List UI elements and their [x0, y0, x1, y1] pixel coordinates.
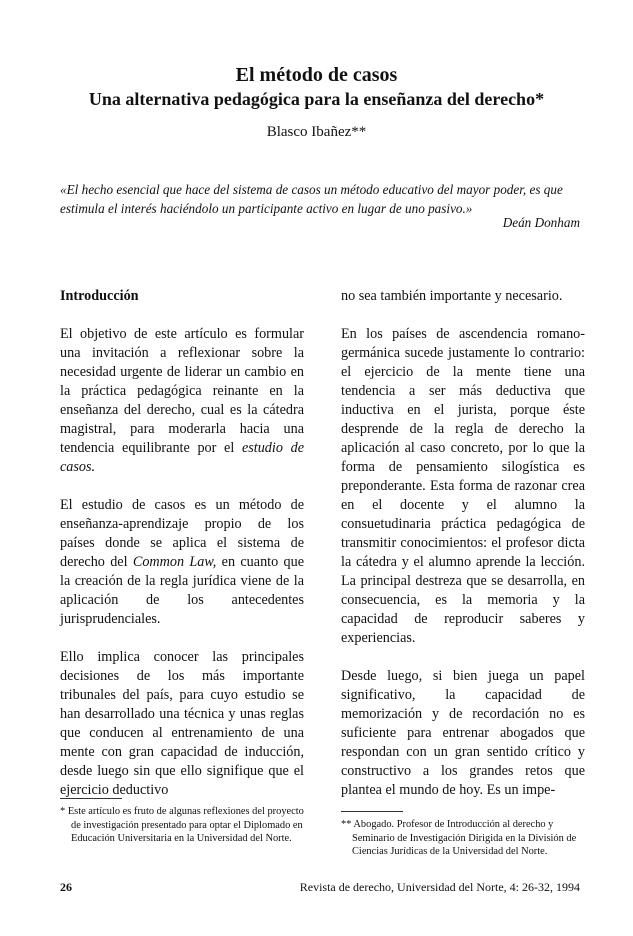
paragraph-1-text: El objetivo de este artículo es formular una invitación a reflexionar sobre la necesidad urgente de liderar un cambio en la práctica pedagógica reinante en la enseñanza del derecho, cual es la cátedra magistral, para moderarla hacia una tendencia equilibrante por el [60, 326, 304, 456]
paragraph-1-emphasis: estudio de casos. [60, 440, 304, 475]
footnote-2 [341, 811, 585, 859]
journal-citation: Revista de derecho, Universidad del Norte, 4: 26-32, 1994 [299, 880, 580, 894]
epigraph-quote: «El hecho esencial que hace del sistema de casos un método educativo del mayor poder, es que estimula el interés haciéndolo un participante activo en lugar de uno pasivo.» [60, 182, 563, 216]
paragraph-4: En los países de ascendencia romano-germánica sucede justamente lo contrario: el ejercicio de la mente tiene una tendencia a ser más deductiva que inductiva en el jurista, porque éste desprende de la regla de derecho la aplicación al caso concreto, por lo que la forma de pensamiento silogística es preponderante. Esta forma de razonar crea en el docente y el alumno la consuetudinaria práctica pedagógica de transmitir conocimientos: el profesor dicta la cátedra y el alumno aprende la lección. La principal destreza que se desarrolla, en consecuencia, es la memoria y la capacidad de reproducir saberes y experiencias. [341, 326, 585, 646]
paragraph-2-emphasis: Common Law, [132, 554, 217, 570]
footnote-1 [60, 798, 304, 846]
paragraph-continued: no sea también importante y necesario. [341, 288, 563, 304]
paragraph-2 [60, 496, 304, 629]
footnote-2-text: Abogado. Profesor de Introducción al derecho y Seminario de Investigación Dirigida en la División de Ciencias Jurídicas de la Universidad del Norte. [352, 819, 577, 857]
right-column [341, 287, 585, 800]
article-author: Blasco Ibañez** [266, 124, 367, 140]
paragraph-2-text-b: en cuanto que la creación de la regla jurídica viene de la aplicación de los antecedentes jurisprudenciales. [60, 554, 304, 627]
epigraph-attribution: Deán Donham [502, 215, 580, 230]
article-subtitle: Una alternativa pedagógica para la enseñanza del derecho* [88, 89, 545, 109]
footnote-rule [60, 798, 122, 799]
footnote-1-text: Este artículo es fruto de algunas reflexiones del proyecto de investigación presentado para optar el Diplomado en Educación Universitaria en la Universidad del Norte. [67, 806, 304, 844]
footnote-2-mark: ** [341, 819, 352, 830]
page-number: 26 [60, 880, 72, 894]
section-heading: Introducción [60, 288, 139, 304]
paragraph-5: Desde luego, si bien juega un papel significativo, la capacidad de memorización y de recordación no es suficiente para entrenar abogados que respondan con un gran sentido crítico y constructivo a los grandes retos que plantea el mundo de hoy. Es un impe- [341, 668, 585, 798]
paragraph-2-text-a: El estudio de casos es un método de enseñanza-aprendizaje propio de los países donde se aplica el sistema de derecho del [60, 497, 304, 570]
footnote-1-mark: * [60, 806, 66, 817]
paragraph-1 [60, 325, 304, 477]
footnote-rule [341, 811, 403, 812]
paragraph-3: Ello implica conocer las principales decisiones de los más importante tribunales del país, para cuyo estudio se han desarrollado una técnica y unas reglas que conducen al entrenamiento de una mente con gran capacidad de inducción, desde luego sin que ello signifique que el ejercicio deductivo [60, 649, 304, 798]
article-title: El método de casos [235, 64, 398, 86]
left-column [60, 287, 304, 800]
